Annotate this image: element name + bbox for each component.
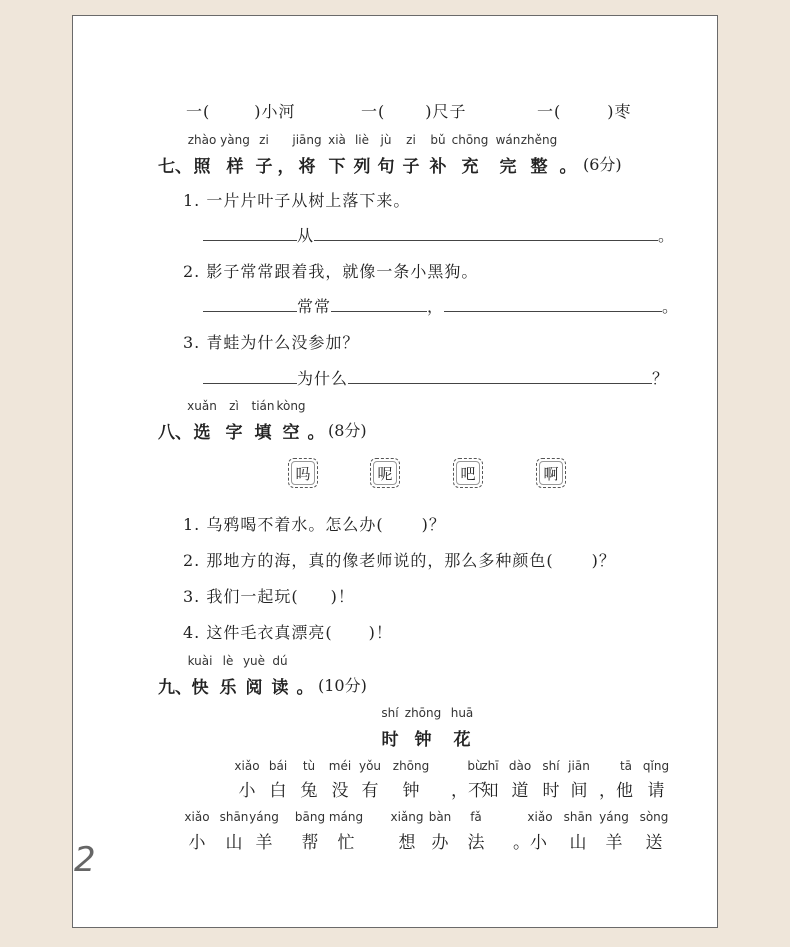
hanzi-char: 兔 [300,781,318,801]
pinyin-syllable: kuài [187,654,213,668]
s7-item3-answer: 为什么 ？ [203,366,669,389]
pinyin-syllable: jiāng [292,133,322,147]
pinyin-syllable: bǔ [430,133,446,147]
hanzi-char: 送 [645,833,663,853]
s8-item1: 1. 乌鸦喝不着水。怎么办( )？ [183,515,446,534]
pinyin-syllable: zhào [187,133,217,147]
page-number: 2 [74,840,96,880]
hanzi-char: 办 [431,833,449,853]
pinyin-syllable: bái [268,759,288,773]
pinyin-syllable: chōng [451,133,489,147]
pinyin-syllable: xiǎo [527,810,553,824]
pinyin-syllable: yàng [220,133,250,147]
pinyin-syllable: zi [406,133,416,147]
pinyin-syllable: xuǎn [187,399,217,413]
pinyin-syllable: huā [450,706,474,720]
hanzi-char: 山 [569,833,587,853]
pinyin-syllable: kòng [276,399,306,413]
section8-score: (8分) [328,421,367,440]
pinyin-syllable: bāng [294,810,326,824]
pinyin-syllable: xià [328,133,346,147]
top-item-3: 一( )枣 [537,102,632,121]
pinyin-syllable: shān [563,810,593,824]
pinyin-syllable: yáng [599,810,629,824]
s7-item2-prompt: 2. 影子常常跟着我，就像一条小黑狗。 [183,262,479,281]
top-item-2: 一( )尺子 [361,102,467,121]
pinyin-syllable: jù [380,133,392,147]
s7-item1-answer: 从 。 [203,223,675,246]
hanzi-char: 间 [570,781,588,801]
pinyin-syllable: fǎ [470,810,482,824]
hanzi-char: 。小 [513,833,547,853]
pinyin-syllable: tián [251,399,275,413]
hanzi-char: 选 [193,423,211,443]
pinyin-syllable: xiǎo [234,759,260,773]
hanzi-char: 快 [191,678,209,698]
hanzi-char: 读 [271,678,289,698]
s7-item2-answer: 常常 ， 。 [203,294,679,317]
pinyin-syllable: bù [467,759,483,773]
pinyin-syllable: shí [381,706,399,720]
section8-number: 八、 [158,423,192,443]
blank-line[interactable] [203,369,297,384]
pinyin-syllable: xiǎng [390,810,424,824]
pinyin-syllable: yáng [249,810,279,824]
hanzi-char: 山 [225,833,243,853]
blank-line[interactable] [348,369,652,384]
pinyin-syllable: yuè [242,654,266,668]
hanzi-char: 乐 [219,678,237,698]
hanzi-char: 空 [282,423,300,443]
hanzi-char: 羊 [255,833,273,853]
option-box: 啊 [536,458,566,488]
blank-line[interactable] [203,297,297,312]
hanzi-char: 下 [328,157,346,177]
section7-score: (6分) [583,155,622,174]
pinyin-syllable: liè [354,133,370,147]
hanzi-char: 帮 [301,833,319,853]
pinyin-syllable: dú [272,654,288,668]
blank-line[interactable] [314,226,658,241]
pinyin-syllable: shān [219,810,249,824]
pinyin-syllable: zhōng [392,759,430,773]
pinyin-syllable: tā [619,759,633,773]
pinyin-syllable: dào [508,759,532,773]
pinyin-syllable: zhěng [520,133,558,147]
hanzi-char: 钟 [414,730,432,750]
hanzi-char: 没 [331,781,349,801]
hanzi-char: ，他 [599,781,633,801]
hanzi-char: 白 [269,781,287,801]
blank-line[interactable] [203,226,297,241]
hanzi-char: 小 [188,833,206,853]
hanzi-char: 字 [225,423,243,443]
hanzi-char: 花 [453,730,471,750]
hanzi-char: 补 [429,157,447,177]
pinyin-syllable: sòng [639,810,669,824]
pinyin-syllable: máng [328,810,364,824]
hanzi-char: 完 [499,157,517,177]
hanzi-char: 知 [481,781,499,801]
hanzi-char: 有 [361,781,379,801]
hanzi-char: 子 [255,157,273,177]
hanzi-char: ，不 [451,781,485,801]
hanzi-char: 。 [296,678,314,698]
hanzi-char: 照 [193,157,211,177]
hanzi-char: 将 [298,157,316,177]
hanzi-char: 样 [226,157,244,177]
s8-item4: 4. 这件毛衣真漂亮( )！ [183,623,393,642]
pinyin-syllable: méi [328,759,352,773]
hanzi-char: 想 [398,833,416,853]
blank-line[interactable] [444,297,662,312]
hanzi-char: 填 [254,423,272,443]
hanzi-char: 句 [377,157,395,177]
pinyin-syllable: zhōng [404,706,442,720]
pinyin-syllable: yǒu [358,759,382,773]
hanzi-char: 时 [381,730,399,750]
s8-item2: 2. 那地方的海，真的像老师说的，那么多种颜色( )？ [183,551,616,570]
hanzi-char: ， [277,157,295,177]
option-box: 呢 [370,458,400,488]
pinyin-syllable: wán [495,133,521,147]
pinyin-syllable: jiān [568,759,590,773]
pinyin-syllable: shí [542,759,560,773]
pinyin-syllable: bàn [428,810,452,824]
pinyin-syllable: zì [229,399,239,413]
option-box: 吗 [288,458,318,488]
blank-line[interactable] [331,297,427,312]
pinyin-syllable: lè [222,654,234,668]
pinyin-syllable: zi [259,133,269,147]
hanzi-char: 时 [542,781,560,801]
s7-item1-prompt: 1. 一片片叶子从树上落下来。 [183,191,411,210]
hanzi-char: 忙 [337,833,355,853]
top-item-1: 一( )小河 [186,102,296,121]
s8-item3: 3. 我们一起玩( )！ [183,587,355,606]
hanzi-char: 子 [402,157,420,177]
hanzi-char: 小 [238,781,256,801]
pinyin-syllable: zhī [481,759,499,773]
hanzi-char: 。 [307,423,325,443]
hanzi-char: 充 [461,157,479,177]
hanzi-char: 列 [353,157,371,177]
section9-number: 九、 [158,678,192,698]
hanzi-char: 法 [467,833,485,853]
hanzi-char: 。 [559,157,577,177]
hanzi-char: 羊 [605,833,623,853]
pinyin-syllable: qǐng [642,759,670,773]
hanzi-char: 钟 [402,781,420,801]
hanzi-char: 整 [530,157,548,177]
hanzi-char: 道 [511,781,529,801]
s7-item3-prompt: 3. 青蛙为什么没参加？ [183,333,360,352]
hanzi-char: 阅 [245,678,263,698]
pinyin-syllable: xiǎo [184,810,210,824]
section9-score: (10分) [318,676,367,695]
pinyin-syllable: tù [302,759,316,773]
option-box: 吧 [453,458,483,488]
hanzi-char: 请 [647,781,665,801]
section7-number: 七、 [158,157,192,177]
